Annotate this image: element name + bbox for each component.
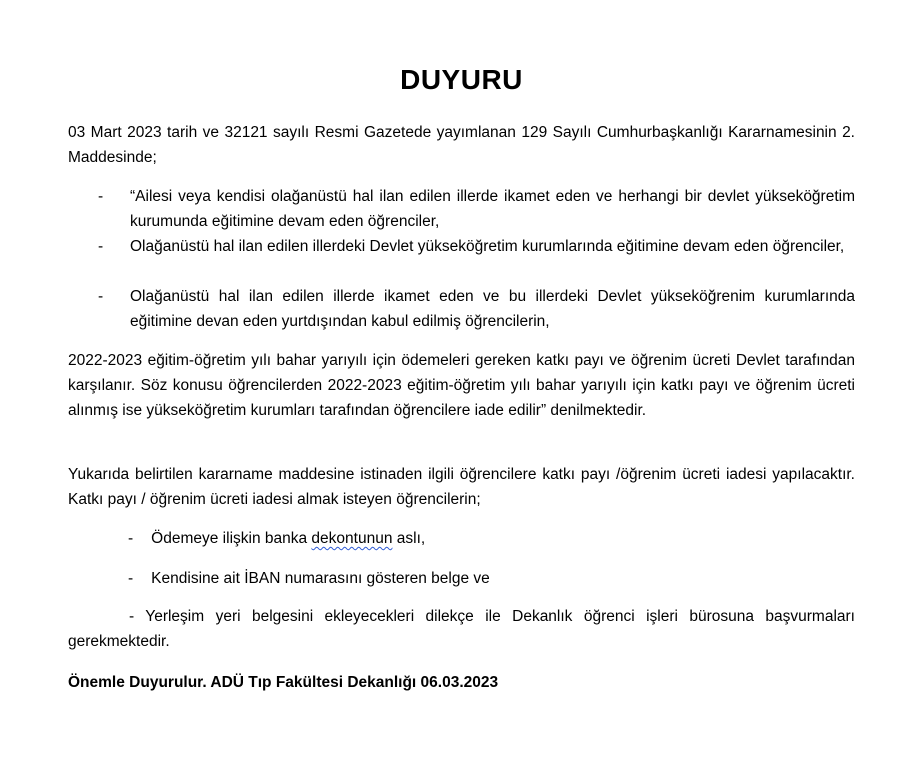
dash-marker: - (98, 238, 104, 255)
spellcheck-word[interactable]: dekontunun (311, 530, 393, 547)
requirement-text-end: aslı, (392, 530, 426, 547)
quote-item-text: Olağanüstü hal ilan edilen illerde ikamet eden ve bu illerdeki Devlet yükseköğrenim kurumlarında eğitimine devan eden yurtdışından kabul edilmiş öğrencilerin, (130, 288, 855, 330)
instruction-paragraph: Yukarıda belirtilen kararname maddesine istinaden ilgili öğrencilere katkı payı /öğrenim ücreti iadesi yapılacaktır. Katkı payı / öğrenim ücreti iadesi almak isteyen öğrencilerin; (68, 466, 855, 508)
requirement-item-1 (128, 526, 425, 551)
requirement-text: Kendisine ait İBAN numarasını gösteren belge ve (151, 570, 490, 587)
quote-paragraph: 2022-2023 eğitim-öğretim yılı bahar yarıyılı için ödemeleri gereken katkı payı ve öğrenim ücreti Devlet tarafından karşılanır. Söz konusu öğrencilerden 2022-2023 eğitim-öğretim yılı bahar yarıyılı için katkı payı ve öğrenim ücreti alınmış ise yükseköğretim kurumları tarafından öğrencilere iade edilir” denilmektedir. (68, 352, 855, 419)
requirement-text: Ödemeye ilişkin banka (151, 530, 312, 547)
quote-item-text: “Ailesi veya kendisi olağanüstü hal ilan edilen illerde ikamet eden ve herhangi bir devlet yükseköğretim kurumunda eğitimine devam eden öğrenciler, (130, 188, 855, 230)
quote-item-text: Olağanüstü hal ilan edilen illerdeki Devlet yükseköğretim kurumlarında eğitimine devam eden öğrenciler, (130, 238, 845, 255)
dash-marker: - (128, 570, 134, 587)
intro-paragraph: 03 Mart 2023 tarih ve 32121 sayılı Resmi Gazetede yayımlanan 129 Sayılı Cumhurbaşkanlığı Kararnamesinin 2. Maddesinde; (68, 124, 855, 166)
requirement-item-2 (128, 566, 490, 591)
closing-line: Önemle Duyurulur. ADÜ Tıp Fakültesi Dekanlığı 06.03.2023 (68, 674, 499, 691)
requirement-item-3: - Yerleşim yeri belgesini ekleyecekleri dilekçe ile Dekanlık öğrenci işleri bürosuna başvurmaları gerekmektedir. (68, 608, 855, 650)
dash-marker: - (128, 530, 134, 547)
dash-marker: - (98, 288, 104, 305)
document-title: DUYURU (400, 64, 523, 95)
dash-marker: - (98, 188, 104, 205)
